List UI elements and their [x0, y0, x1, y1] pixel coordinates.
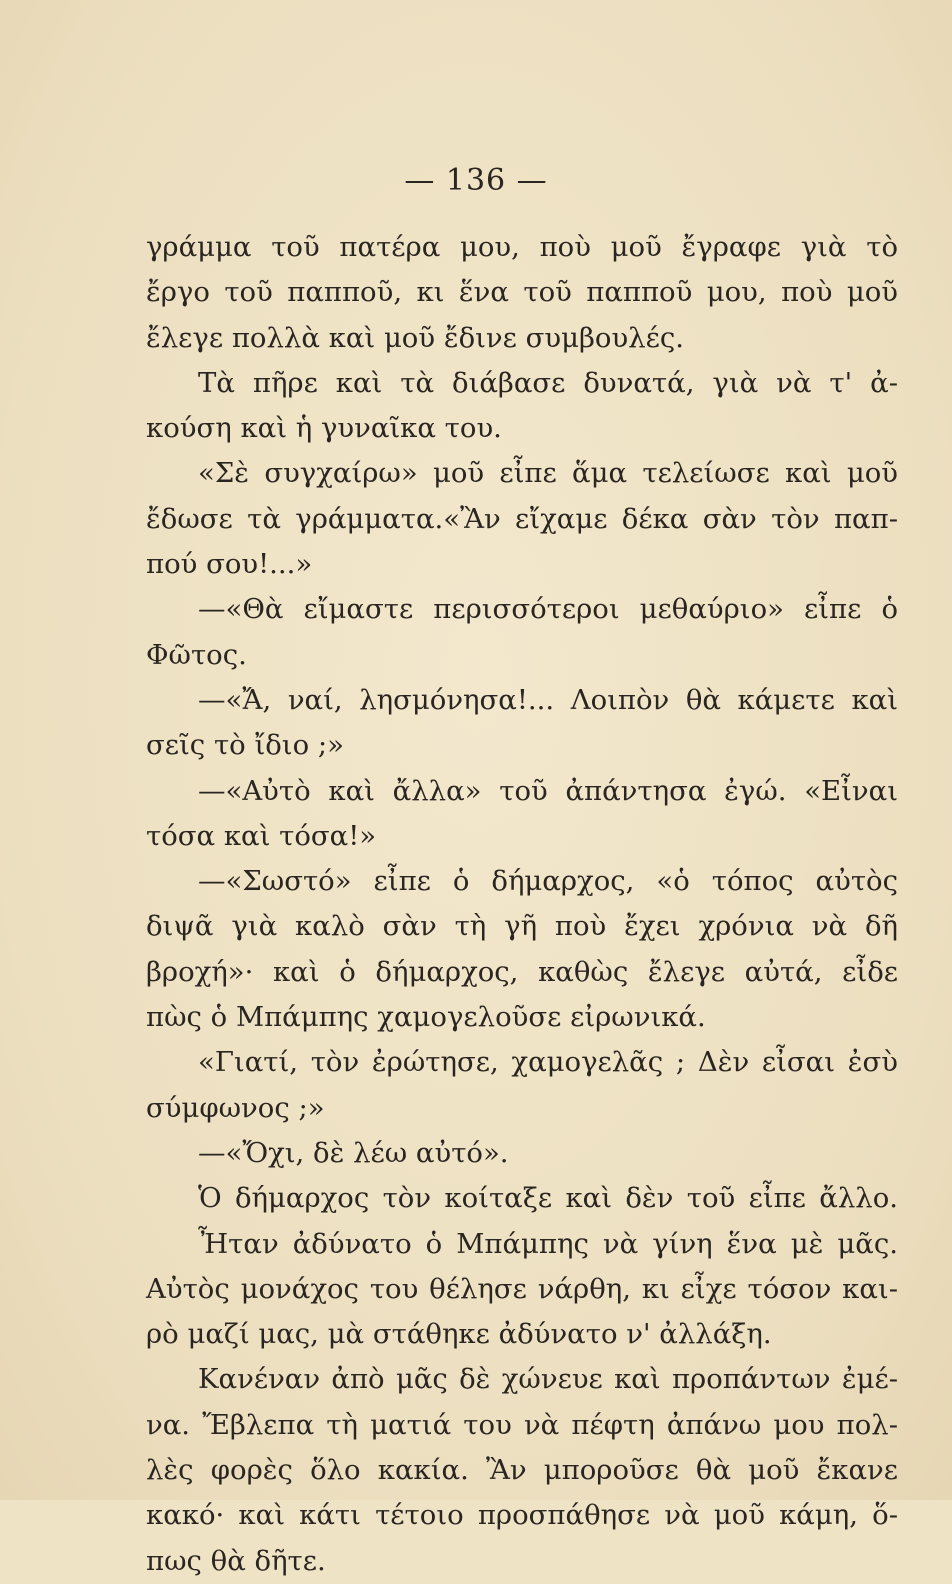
- text-line: λὲς φορὲς ὅλο κακία. Ἂν μποροῦσε θὰ μοῦ ἔκανε: [146, 1454, 898, 1487]
- text-line: Τὰ πῆρε καὶ τὰ διάβασε δυνατά, γιὰ νὰ τ' ἀ-: [198, 366, 898, 399]
- text-line: Ἦταν ἀδύνατο ὁ Μπάμπης νὰ γίνη ἕνα μὲ μᾶς.: [198, 1227, 898, 1260]
- text-line: —«Σωστό» εἶπε ὁ δήμαρχος, «ὁ τόπος αὐτὸς: [198, 865, 898, 898]
- text-line: ἔργο τοῦ παπποῦ, κι ἕνα τοῦ παπποῦ μου, ποὺ μοῦ: [146, 276, 898, 309]
- text-line: —«Θὰ εἴμαστε περισσότεροι μεθαύριο» εἶπε ὁ: [198, 593, 898, 626]
- text-line: βροχή»· καὶ ὁ δήμαρχος, καθὼς ἔλεγε αὐτά, εἶδε: [146, 955, 898, 988]
- text-line: σεῖς τὸ ἴδιο ;»: [146, 729, 344, 762]
- text-line: Ὁ δήμαρχος τὸν κοίταξε καὶ δὲν τοῦ εἶπε ἄλλο.: [198, 1182, 898, 1215]
- text-line: πως θὰ δῆτε.: [146, 1544, 326, 1577]
- text-line: ρὸ μαζί μας, μὰ στάθηκε ἀδύνατο ν' ἀλλάξη.: [146, 1318, 772, 1351]
- text-line: κακό· καὶ κάτι τέτοιο προσπάθησε νὰ μοῦ κάμη, ὅ-: [146, 1499, 898, 1532]
- text-line: σύμφωνος ;»: [146, 1091, 325, 1124]
- text-line: γράμμα τοῦ πατέρα μου, ποὺ μοῦ ἔγραφε γιὰ τὸ: [146, 231, 898, 263]
- text-line: —«Ἄ, ναί, λησμόνησα!... Λοιπὸν θὰ κάμετε καὶ: [198, 683, 898, 716]
- text-line: πού σου!...»: [146, 548, 313, 581]
- text-line: Αὐτὸς μονάχος του θέλησε νάρθη, κι εἶχε τόσον και-: [146, 1272, 898, 1305]
- text-line: ἔλεγε πολλὰ καὶ μοῦ ἔδινε συμβουλές.: [146, 321, 684, 354]
- text-line: ἔδωσε τὰ γράμματα.«Ἂν εἴχαμε δέκα σὰν τὸν παπ-: [146, 502, 898, 535]
- text-line: Φῶτος.: [146, 638, 247, 671]
- text-line: —«Ὄχι, δὲ λέω αὐτό».: [198, 1136, 509, 1169]
- text-line: τόσα καὶ τόσα!»: [146, 819, 377, 852]
- text-line: «Γιατί, τὸν ἐρώτησε, χαμογελᾶς ; Δὲν εἶσαι ἐσὺ: [198, 1046, 898, 1079]
- text-line: «Σὲ συγχαίρω» μοῦ εἶπε ἅμα τελείωσε καὶ μοῦ: [198, 457, 898, 490]
- text-line: κούση καὶ ἡ γυναῖκα του.: [146, 412, 502, 445]
- text-line: —«Αὐτὸ καὶ ἄλλα» τοῦ ἀπάντησα ἐγώ. «Εἶναι: [198, 774, 898, 807]
- page-number: — 136 —: [404, 163, 548, 198]
- text-line: πὼς ὁ Μπάμπης χαμογελοῦσε εἰρωνικά.: [146, 1001, 706, 1034]
- text-line: διψᾶ γιὰ καλὸ σὰν τὴ γῆ ποὺ ἔχει χρόνια νὰ δῆ: [146, 910, 898, 943]
- body-text: [146, 225, 898, 1584]
- text-line: Κανέναν ἀπὸ μᾶς δὲ χώνευε καὶ προπάντων ἐμέ-: [198, 1363, 898, 1396]
- text-line: να. Ἔβλεπα τὴ ματιά του νὰ πέφτη ἀπάνω μου πολ-: [146, 1408, 898, 1441]
